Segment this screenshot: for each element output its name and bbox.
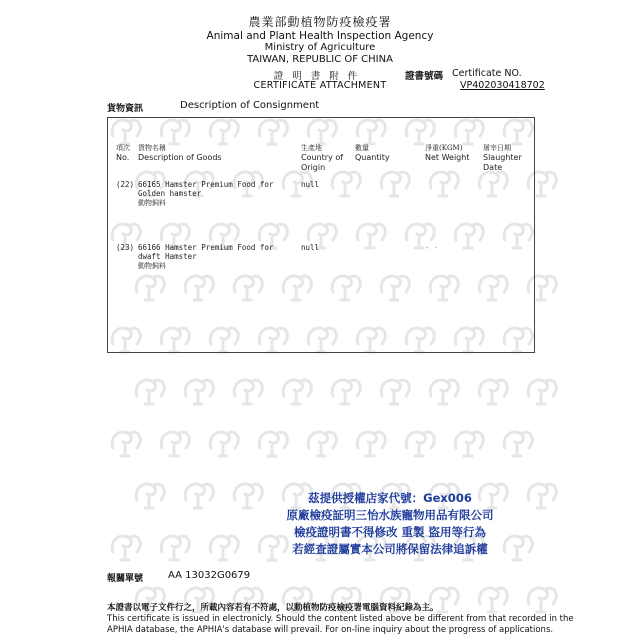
col-header-description: 貨物名稱 Description of Goods — [138, 144, 222, 162]
footnote-en-line-1: This certificate is issued in electronicly. Should the content listed above be different from that recorded in the — [107, 614, 574, 624]
consignment-table — [107, 117, 535, 353]
watermark-glyph — [357, 432, 385, 456]
row-2-origin: null — [301, 243, 320, 252]
watermark-glyph — [455, 432, 483, 456]
footnote-cn: 本證書以電子文件行之，所載內容若有不符處，以動植物防疫檢疫署電腦資料紀錄為主。 — [107, 603, 439, 613]
watermark-glyph — [479, 588, 507, 612]
country-name-en: TAIWAN, REPUBLIC OF CHINA — [247, 54, 393, 65]
row-2-no: (23) — [116, 243, 135, 252]
watermark-glyph — [185, 380, 213, 404]
watermark-glyph — [308, 432, 336, 456]
watermark-glyph — [136, 484, 164, 508]
stamp-line-2: 原廠檢疫証明三怡水族寵物用品有限公司 — [286, 508, 494, 522]
certificate-label-en: Certificate NO. — [452, 68, 522, 79]
col-header-origin: 生產地 Country of Origin — [301, 144, 344, 172]
watermark-glyph — [185, 484, 213, 508]
watermark-glyph — [210, 432, 238, 456]
stamp-line-4: 若經查證屬實本公司將保留法律追訴權 — [292, 542, 488, 556]
col-header-no: 項次 No. — [116, 144, 130, 162]
row-2-description: 66166 Hamster Premium Food for dwaft Hamster 動物飼料 — [138, 243, 274, 270]
row-1-origin: null — [301, 180, 320, 189]
watermark-glyph — [112, 432, 140, 456]
watermark-glyph — [504, 432, 532, 456]
col-header-quantity: 數量 Quantity — [355, 144, 390, 162]
agency-title-cn: 農業部動植物防疫檢疫署 — [248, 15, 392, 29]
watermark-glyph — [528, 380, 556, 404]
row-1-description: 66165 Hamster Premium Food for Golden hamster 動物飼料 — [138, 180, 274, 207]
watermark-glyph — [332, 380, 360, 404]
attachment-title-en: CERTIFICATE ATTACHMENT — [253, 80, 387, 91]
watermark-glyph — [528, 588, 556, 612]
watermark-glyph — [479, 380, 507, 404]
watermark-glyph — [259, 432, 287, 456]
row-1-no: (22) — [116, 180, 135, 189]
watermark-glyph — [112, 536, 140, 560]
agency-name-en: Animal and Plant Health Inspection Agency — [206, 30, 434, 42]
watermark-glyph — [136, 380, 164, 404]
consignment-label-cn: 貨物資訊 — [107, 104, 144, 114]
stamp-line-1: 茲提供授權店家代號：Gex006 — [308, 491, 472, 505]
watermark-glyph — [430, 380, 458, 404]
footnote-en-line-2: APHIA database, the APHIA's database will prevail. For on-line inquiry about the progress of applications. — [107, 625, 554, 635]
watermark-glyph — [161, 536, 189, 560]
col-header-slaughter-date: 屠宰日期 Slaughter Date — [483, 144, 522, 172]
authorization-stamp — [240, 490, 540, 558]
watermark-glyph — [381, 380, 409, 404]
col-header-net-weight: 淨重(KGM) Net Weight — [425, 144, 470, 162]
customs-ref-number: AA 13032G0679 — [168, 570, 251, 581]
certificate-number: VP402030418702 — [460, 80, 545, 91]
watermark-glyph — [210, 536, 238, 560]
row-2-net-weight: - - — [425, 243, 439, 252]
watermark-glyph — [234, 380, 262, 404]
watermark-glyph — [406, 432, 434, 456]
watermark-glyph — [283, 380, 311, 404]
stamp-line-3: 檢疫證明書不得修改 重製 盜用等行為 — [293, 525, 486, 539]
watermark-glyph — [161, 432, 189, 456]
attachment-title-cn: 證明書附件 — [273, 71, 367, 82]
customs-ref-label: 報關單號 — [107, 574, 144, 584]
ministry-name-en: Ministry of Agriculture — [264, 42, 376, 53]
consignment-label-en: Description of Consignment — [180, 100, 320, 111]
certificate-label-cn: 證書號碼 — [405, 71, 444, 82]
